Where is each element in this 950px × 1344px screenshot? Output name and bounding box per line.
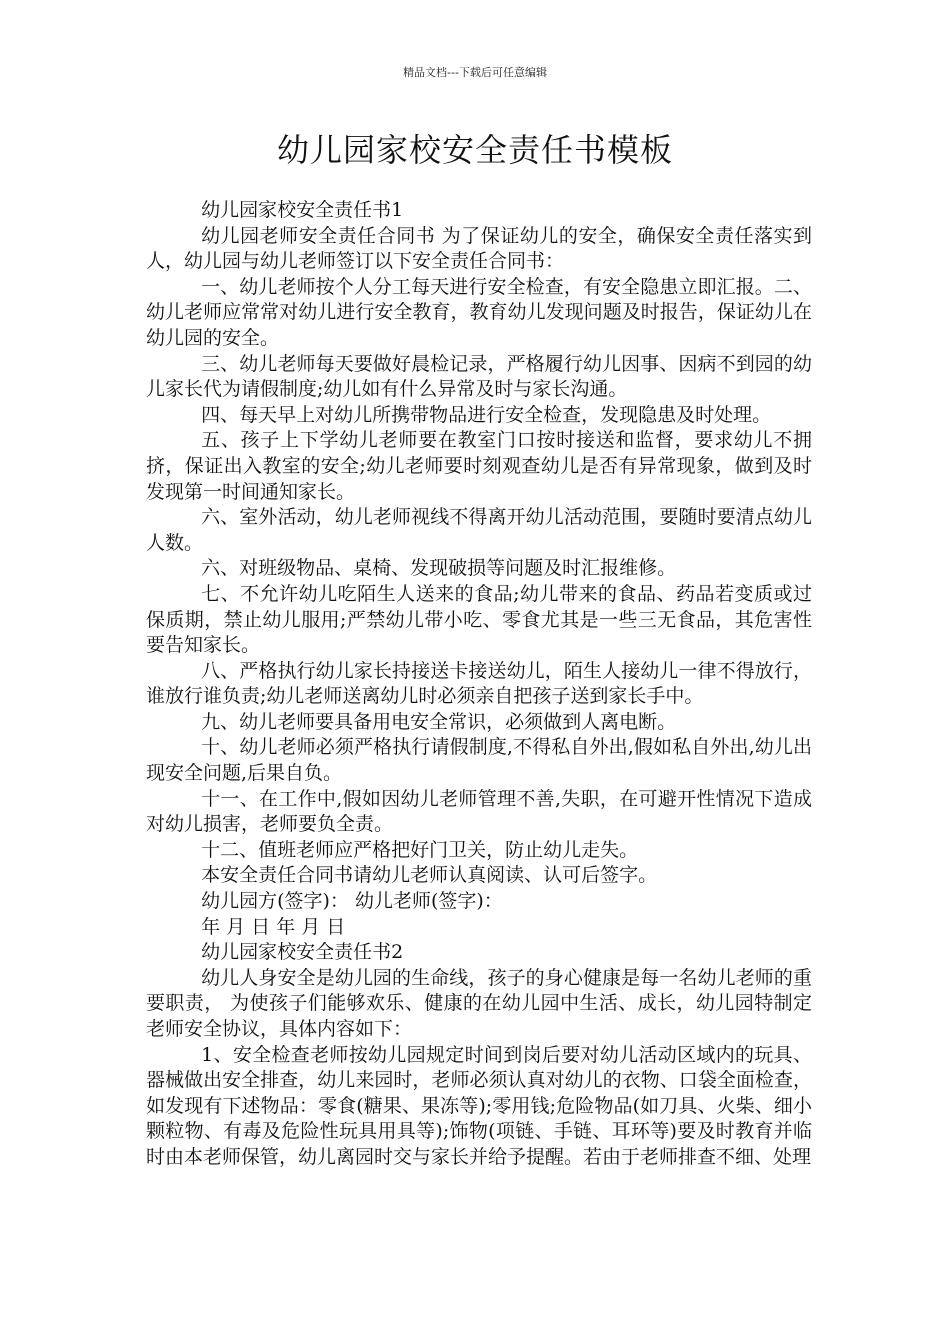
document-title: 幼儿园家校安全责任书模板 [276,131,673,169]
body-paragraph: 六、室外活动，幼儿老师视线不得离开幼儿活动范围，要随时要清点幼儿人数。 [146,506,812,554]
document-body [146,198,812,1171]
body-paragraph: 本安全责任合同书请幼儿老师认真阅读、认可后签字。 [201,864,658,887]
body-paragraph: 五、孩子上下学幼儿老师要在教室门口按时接送和监督，要求幼儿不拥挤，保证出入教室的安全;幼儿老师要时刻观查幼儿是否有异常现象，做到及时发现第一时间通知家长。 [146,429,812,503]
body-paragraph: 一、幼儿老师按个人分工每天进行安全检查，有安全隐患立即汇报。二、幼儿老师应常常对幼儿进行安全教育，教育幼儿发现问题及时报告，保证幼儿在幼儿园的安全。 [146,275,812,349]
body-paragraph: 六、对班级物品、桌椅、发现破损等问题及时汇报维修。 [201,557,677,580]
date-line: 年 月 日 年 月 日 [201,915,346,938]
header-note: 精品文档---下载后可任意编辑 [403,66,547,79]
body-paragraph: 1、安全检查老师按幼儿园规定时间到岗后要对幼儿活动区域内的玩具、器械做出安全排查，幼儿来园时，老师必须认真对幼儿的衣物、口袋全面检查，如发现有下述物品：零食(糖果、果冻等);零用钱;危险物品(如刀具、火柴、细小颗粒物、有毒及危险性玩具用具等);饰物(项链、手链、耳环等)要及时教育并临时由本老师保管，幼儿离园时交与家长并给予提醒。若由于老师排查不细、处理 [146,1043,812,1168]
section-heading-2: 幼儿园家校安全责任书2 [201,941,404,964]
body-paragraph: 十一、在工作中,假如因幼儿老师管理不善,失职，在可避开性情况下造成对幼儿损害，老师要负全责。 [146,787,812,836]
signature-line: 幼儿园方(签字)： 幼儿老师(签字)： [201,890,503,913]
section-heading-1: 幼儿园家校安全责任书1 [201,199,404,221]
body-paragraph: 十二、值班老师应严格把好门卫关，防止幼儿走失。 [201,838,639,861]
body-paragraph: 幼儿园老师安全责任合同书 为了保证幼儿的安全，确保安全责任落实到人，幼儿园与幼儿老师签订以下安全责任合同书： [146,224,812,273]
body-paragraph: 四、每天早上对幼儿所携带物品进行安全检查，发现隐患及时处理。 [201,403,772,426]
body-paragraph: 七、不允许幼儿吃陌生人送来的食品;幼儿带来的食品、药品若变质或过保质期，禁止幼儿服用;严禁幼儿带小吃、零食尤其是一些三无食品，其危害性要告知家长。 [146,582,812,657]
body-paragraph: 九、幼儿老师要具备用电安全常识，必须做到人离电断。 [201,710,677,733]
body-paragraph: 三、幼儿老师每天要做好晨检记录，严格履行幼儿因事、因病不到园的幼儿家长代为请假制度;幼儿如有什么异常及时与家长沟通。 [146,352,812,401]
body-paragraph: 八、严格执行幼儿家长持接送卡接送幼儿，陌生人接幼儿一律不得放行，谁放行谁负责;幼儿老师送离幼儿时必须亲自把孩子送到家长手中。 [146,659,812,708]
body-paragraph: 十、幼儿老师必须严格执行请假制度,不得私自外出,假如私自外出,幼儿出现安全问题,后果自负。 [146,736,812,785]
body-paragraph: 幼儿人身安全是幼儿园的生命线，孩子的身心健康是每一名幼儿老师的重要职责， 为使孩子们能够欢乐、健康的在幼儿园中生活、成长，幼儿园特制定老师安全协议，具体内容如下： [146,966,812,1040]
